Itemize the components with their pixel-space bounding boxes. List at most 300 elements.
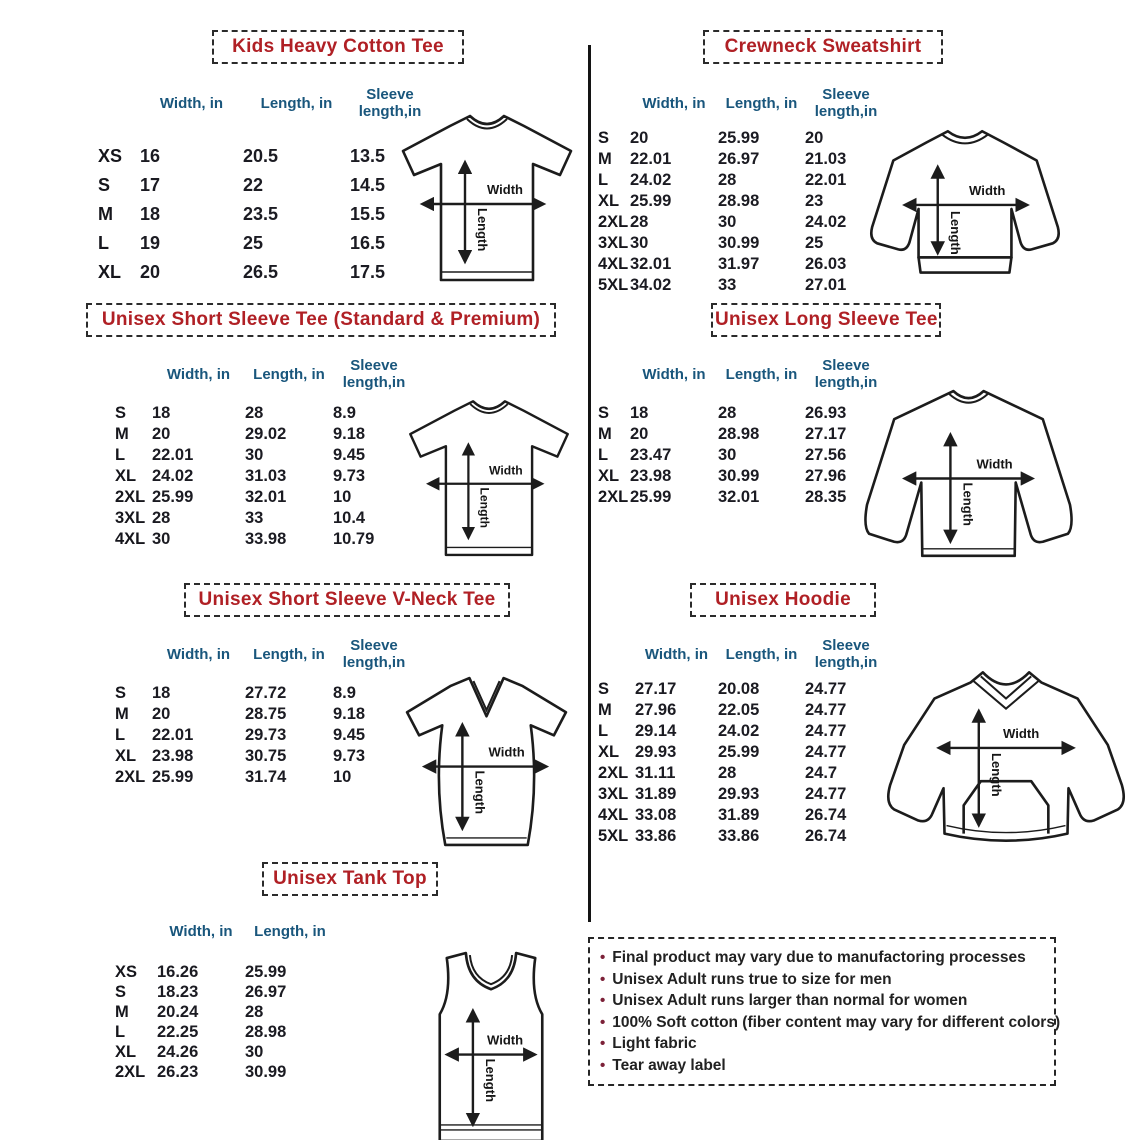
size-value: 25: [243, 233, 264, 253]
size-value: 9.73: [333, 747, 366, 765]
column-header: Sleeve length,in: [814, 357, 878, 391]
unisex-hoodie-table: [598, 635, 887, 847]
size-value: 23.98: [152, 747, 194, 765]
size-value: 20: [140, 262, 161, 282]
section-title-unisex-v-neck-tee: [184, 583, 510, 617]
tank-top-illustration: [420, 948, 562, 1140]
section-title-text: Unisex Short Sleeve V-Neck Tee: [198, 589, 496, 610]
size-label: 3XL: [598, 785, 629, 803]
size-value: 25.99: [630, 192, 672, 210]
size-label: S: [598, 404, 610, 422]
length-arrow-label: Length: [475, 208, 490, 252]
size-value: 29.93: [635, 743, 677, 761]
size-value: 32.01: [718, 488, 760, 506]
size-value: 22.01: [630, 150, 672, 168]
size-value: 21.03: [805, 150, 847, 168]
column-header: Width, in: [166, 365, 231, 383]
size-row: [598, 784, 887, 805]
size-row: [598, 149, 887, 170]
length-arrow-label: Length: [477, 487, 492, 529]
size-value: 9.45: [333, 726, 366, 744]
bullet-icon: •: [600, 970, 606, 988]
size-value: 25.99: [245, 962, 287, 981]
size-value: 24.02: [152, 467, 194, 485]
size-label: 4XL: [115, 530, 146, 548]
size-value: 20: [630, 425, 649, 443]
size-value: 25.99: [152, 768, 194, 786]
size-value: 28: [718, 171, 737, 189]
length-arrow-label: Length: [472, 770, 488, 815]
size-value: 25.99: [152, 488, 194, 506]
size-row: [115, 1062, 335, 1082]
size-label: XL: [598, 743, 620, 761]
size-row: [598, 466, 887, 487]
size-label: L: [115, 1022, 126, 1041]
note-item: [600, 969, 1044, 991]
v-neck-tee-illustration: [398, 670, 574, 853]
note-text: 100% Soft cotton (fiber content may vary for different colors): [612, 1013, 1061, 1031]
unisex-tank-top-table: [115, 912, 335, 1082]
size-value: 32.01: [245, 488, 287, 506]
size-value: 25.99: [718, 129, 760, 147]
size-row: [598, 742, 887, 763]
size-value: 33.86: [718, 827, 760, 845]
size-value: 27.17: [805, 425, 847, 443]
product-notes-list: [600, 947, 1061, 1076]
size-label: M: [598, 701, 612, 719]
size-label: L: [115, 726, 126, 744]
size-value: 28: [630, 213, 649, 231]
size-row: [115, 466, 415, 487]
size-value: 22.25: [157, 1022, 199, 1041]
size-value: 30: [245, 446, 264, 464]
size-row: [598, 487, 887, 508]
note-item: [600, 1012, 1061, 1034]
size-value: 28.98: [718, 192, 760, 210]
note-text: Unisex Adult runs larger than normal for women: [612, 992, 968, 1009]
size-value: 20: [152, 705, 171, 723]
size-label: XL: [115, 467, 137, 485]
size-row: [598, 826, 887, 847]
size-row: [598, 254, 887, 275]
size-value: 16.5: [350, 233, 386, 253]
size-value: 27.72: [245, 684, 287, 702]
size-value: 19: [140, 233, 161, 253]
size-row: [115, 1022, 335, 1042]
size-label: M: [598, 425, 612, 443]
size-value: 10: [333, 488, 352, 506]
table-header-row: [598, 84, 887, 122]
size-row: [598, 233, 887, 254]
size-row: [115, 746, 415, 767]
size-row: [115, 424, 415, 445]
size-label: 5XL: [598, 276, 629, 294]
unisex-long-sleeve-tee-table: [598, 355, 887, 508]
size-label: 2XL: [115, 768, 146, 786]
size-value: 33: [718, 276, 737, 294]
size-label: 2XL: [598, 764, 629, 782]
bullet-icon: •: [600, 1035, 606, 1052]
size-label: XL: [115, 1042, 137, 1061]
size-label: 2XL: [598, 213, 629, 231]
size-value: 28: [152, 509, 171, 527]
size-row: [598, 191, 887, 212]
bullet-icon: •: [600, 949, 606, 966]
size-value: 29.73: [245, 726, 287, 744]
size-value: 33.86: [635, 827, 677, 845]
size-value: 9.45: [333, 446, 366, 464]
size-label: L: [598, 722, 609, 740]
note-text: Tear away label: [612, 1056, 726, 1074]
size-row: [598, 763, 887, 784]
section-title-crewneck-sweatshirt: [703, 30, 943, 64]
size-value: 23.5: [243, 204, 279, 224]
column-header: Width, in: [642, 94, 706, 112]
length-arrow-label: Length: [947, 211, 963, 255]
size-label: XL: [598, 467, 620, 485]
size-label: XS: [98, 146, 123, 166]
column-header: Width, in: [159, 94, 224, 112]
size-label: L: [598, 171, 609, 189]
column-header: Sleeve length,in: [342, 637, 406, 671]
size-value: 23: [805, 192, 824, 210]
size-row: [115, 767, 415, 788]
size-label: 5XL: [598, 827, 629, 845]
size-row: [598, 700, 887, 721]
size-label: M: [115, 425, 129, 443]
crewneck-sweatshirt-illustration: [860, 124, 1072, 296]
size-value: 30.99: [718, 467, 760, 485]
size-label: XL: [98, 262, 122, 282]
size-value: 14.5: [350, 175, 386, 195]
size-value: 29.02: [245, 425, 287, 443]
size-value: 20: [805, 129, 824, 147]
note-text: Unisex Adult runs true to size for men: [612, 970, 892, 988]
size-value: 25: [805, 234, 824, 252]
width-arrow-label: Width: [487, 1032, 524, 1048]
length-arrow-label: Length: [960, 482, 976, 526]
size-row: [115, 1042, 335, 1062]
size-row: [598, 212, 887, 233]
size-row: [115, 704, 415, 725]
size-row: [115, 403, 415, 424]
size-value: 9.73: [333, 467, 366, 485]
size-value: 28.98: [245, 1022, 287, 1041]
size-value: 24.02: [630, 171, 672, 189]
size-label: S: [98, 175, 111, 195]
size-value: 8.9: [333, 404, 356, 422]
size-label: M: [98, 204, 113, 224]
size-value: 28: [718, 764, 737, 782]
size-label: 3XL: [115, 509, 146, 527]
size-value: 25.99: [718, 743, 760, 761]
size-label: S: [598, 680, 610, 698]
size-value: 18: [140, 204, 161, 224]
size-value: 32.01: [630, 255, 672, 273]
size-value: 24.02: [718, 722, 760, 740]
size-value: 9.18: [333, 425, 366, 443]
size-value: 31.89: [635, 785, 677, 803]
size-value: 10: [333, 768, 352, 786]
size-value: 10.79: [333, 530, 375, 548]
size-label: 2XL: [115, 1062, 146, 1081]
column-header: Length, in: [253, 645, 325, 663]
size-label: S: [115, 404, 127, 422]
size-value: 28.98: [718, 425, 760, 443]
size-value: 22.01: [805, 171, 847, 189]
note-item: [600, 990, 1044, 1012]
table-header-row: [115, 355, 415, 393]
size-value: 33.98: [245, 530, 287, 548]
size-label: S: [115, 684, 127, 702]
size-row: [115, 487, 415, 508]
bullet-icon: •: [600, 1056, 606, 1074]
long-sleeve-tee-illustration: [856, 386, 1082, 572]
size-value: 30: [718, 446, 737, 464]
size-value: 29.93: [718, 785, 760, 803]
size-row: [98, 229, 430, 258]
column-header: Length, in: [725, 645, 798, 663]
size-value: 30: [630, 234, 649, 252]
kids-heavy-cotton-tee-table: [98, 84, 430, 287]
size-row: [115, 529, 415, 550]
size-row: [598, 275, 887, 296]
size-value: 24.02: [805, 213, 847, 231]
size-value: 23.47: [630, 446, 672, 464]
size-value: 26.74: [805, 827, 847, 845]
unisex-v-neck-tee-table: [115, 635, 415, 788]
size-row: [598, 721, 887, 742]
size-value: 27.96: [805, 467, 847, 485]
width-arrow-label: Width: [976, 456, 1013, 472]
size-value: 30.75: [245, 747, 287, 765]
size-value: 16: [140, 146, 161, 166]
table-header-row: [98, 84, 430, 122]
note-item: [600, 1033, 1044, 1055]
size-value: 20: [630, 129, 649, 147]
size-value: 22.01: [152, 726, 194, 744]
size-value: 31.11: [635, 764, 676, 782]
size-label: 3XL: [598, 234, 629, 252]
size-value: 9.18: [333, 705, 366, 723]
size-value: 20.5: [243, 146, 279, 166]
section-title-text: Unisex Hoodie: [715, 589, 851, 610]
size-value: 28: [245, 1002, 264, 1021]
size-label: 4XL: [598, 255, 629, 273]
size-value: 22.05: [718, 701, 760, 719]
size-row: [598, 805, 887, 826]
table-header-row: [115, 912, 335, 950]
size-row: [115, 683, 415, 704]
column-header: Length, in: [725, 365, 798, 383]
table-header-row: [115, 635, 415, 673]
size-value: 31.89: [718, 806, 760, 824]
hoodie-illustration: [880, 652, 1132, 862]
section-title-unisex-tank-top: [262, 862, 438, 896]
size-value: 24.77: [805, 743, 847, 761]
size-value: 26.97: [245, 982, 287, 1001]
size-value: 28: [718, 404, 737, 422]
table-header-row: [598, 635, 887, 673]
section-title-text: Unisex Tank Top: [273, 868, 427, 889]
size-value: 27.96: [635, 701, 677, 719]
note-item: [600, 947, 1044, 969]
size-value: 10.4: [333, 509, 366, 527]
size-label: 4XL: [598, 806, 629, 824]
column-header: Sleeve length,in: [814, 637, 878, 671]
size-value: 17: [140, 175, 161, 195]
bullet-icon: •: [600, 992, 606, 1009]
size-label: XL: [115, 747, 137, 765]
size-label: M: [115, 1002, 129, 1021]
size-value: 24.77: [805, 722, 847, 740]
size-value: 24.7: [805, 764, 838, 782]
size-value: 24.77: [805, 785, 847, 803]
section-title-text: Crewneck Sweatshirt: [724, 36, 922, 57]
section-title-kids-heavy-cotton-tee: [212, 30, 464, 64]
size-value: 18: [152, 404, 171, 422]
size-value: 28.75: [245, 705, 287, 723]
size-label: 2XL: [598, 488, 629, 506]
size-value: 18: [152, 684, 171, 702]
crewneck-sweatshirt-table: [598, 84, 887, 296]
size-value: 27.01: [805, 276, 847, 294]
column-header: Width, in: [166, 645, 231, 663]
size-row: [98, 258, 430, 287]
size-value: 27.56: [805, 446, 847, 464]
length-arrow-label: Length: [988, 752, 1004, 797]
size-label: S: [115, 982, 127, 1001]
size-row: [115, 1002, 335, 1022]
size-row: [598, 170, 887, 191]
size-row: [598, 128, 887, 149]
size-row: [115, 962, 335, 982]
column-header: Width, in: [644, 645, 709, 663]
size-value: 30: [152, 530, 171, 548]
size-value: 30.99: [718, 234, 760, 252]
unisex-short-sleeve-tee-table: [115, 355, 415, 550]
size-value: 30: [245, 1042, 264, 1061]
size-label: XL: [598, 192, 620, 210]
column-header: Width, in: [169, 922, 233, 940]
size-value: 28: [245, 404, 264, 422]
size-label: XS: [115, 962, 138, 981]
size-value: 31.03: [245, 467, 287, 485]
size-value: 23.98: [630, 467, 672, 485]
table-header-row: [598, 355, 887, 393]
size-value: 26.74: [805, 806, 847, 824]
size-value: 24.26: [157, 1042, 199, 1061]
product-notes-box: [588, 937, 1061, 1086]
size-row: [98, 171, 430, 200]
size-value: 26.23: [157, 1062, 199, 1081]
note-text: Final product may vary due to manufactoring processes: [612, 949, 1026, 966]
size-value: 13.5: [350, 146, 386, 166]
column-header: Length, in: [260, 94, 333, 112]
size-row: [598, 679, 887, 700]
column-divider: [588, 45, 591, 922]
size-label: M: [115, 705, 129, 723]
size-row: [598, 403, 887, 424]
section-title-unisex-short-sleeve-tee: [86, 303, 556, 337]
size-value: 15.5: [350, 204, 386, 224]
size-row: [115, 445, 415, 466]
size-value: 33.08: [635, 806, 677, 824]
column-header: Sleeve length,in: [358, 86, 422, 120]
size-value: 34.02: [630, 276, 672, 294]
size-value: 24.77: [805, 701, 847, 719]
size-value: 22.01: [152, 446, 194, 464]
size-row: [598, 424, 887, 445]
width-arrow-label: Width: [489, 463, 523, 478]
bullet-icon: •: [600, 1013, 606, 1031]
size-value: 26.97: [718, 150, 760, 168]
section-title-text: Unisex Short Sleeve Tee (Standard & Premium): [101, 309, 541, 330]
size-value: 26.03: [805, 255, 847, 273]
size-value: 30.99: [245, 1062, 287, 1081]
size-value: 17.5: [350, 262, 386, 282]
size-value: 18.23: [157, 982, 199, 1001]
size-value: 18: [630, 404, 649, 422]
size-value: 26.5: [243, 262, 279, 282]
size-label: S: [598, 129, 610, 147]
section-title-text: Kids Heavy Cotton Tee: [232, 36, 444, 57]
note-item: [600, 1055, 1044, 1077]
size-label: L: [598, 446, 609, 464]
size-value: 29.14: [635, 722, 677, 740]
size-row: [115, 508, 415, 529]
size-value: 25.99: [630, 488, 672, 506]
column-header: Length, in: [253, 365, 325, 383]
size-value: 8.9: [333, 684, 356, 702]
size-value: 31.97: [718, 255, 760, 273]
size-row: [115, 982, 335, 1002]
size-value: 20.08: [718, 680, 760, 698]
column-header: Width, in: [642, 365, 706, 383]
size-row: [598, 445, 887, 466]
column-header: Sleeve length,in: [814, 86, 878, 120]
column-header: Length, in: [725, 94, 798, 112]
width-arrow-label: Width: [487, 182, 523, 197]
size-label: 2XL: [115, 488, 146, 506]
size-value: 16.26: [157, 962, 199, 981]
size-row: [98, 142, 430, 171]
size-label: L: [115, 446, 126, 464]
size-value: 20: [152, 425, 171, 443]
width-arrow-label: Width: [1002, 725, 1040, 741]
width-arrow-label: Width: [488, 744, 525, 760]
size-value: 30: [718, 213, 737, 231]
section-title-text: Unisex Long Sleeve Tee: [715, 309, 938, 330]
size-label: M: [598, 150, 612, 168]
column-header: Sleeve length,in: [342, 357, 406, 391]
size-value: 31.74: [245, 768, 287, 786]
size-value: 28.35: [805, 488, 847, 506]
size-value: 27.17: [635, 680, 677, 698]
section-title-unisex-long-sleeve-tee: [711, 303, 941, 337]
section-title-unisex-hoodie: [690, 583, 876, 617]
width-arrow-label: Width: [969, 182, 1006, 198]
size-value: 24.77: [805, 680, 847, 698]
length-arrow-label: Length: [482, 1058, 498, 1103]
size-label: L: [98, 233, 109, 253]
unisex-tee-illustration: [400, 392, 578, 568]
size-value: 33: [245, 509, 264, 527]
size-value: 20.24: [157, 1002, 199, 1021]
note-text: Light fabric: [612, 1035, 697, 1052]
size-value: 26.93: [805, 404, 847, 422]
size-row: [115, 725, 415, 746]
